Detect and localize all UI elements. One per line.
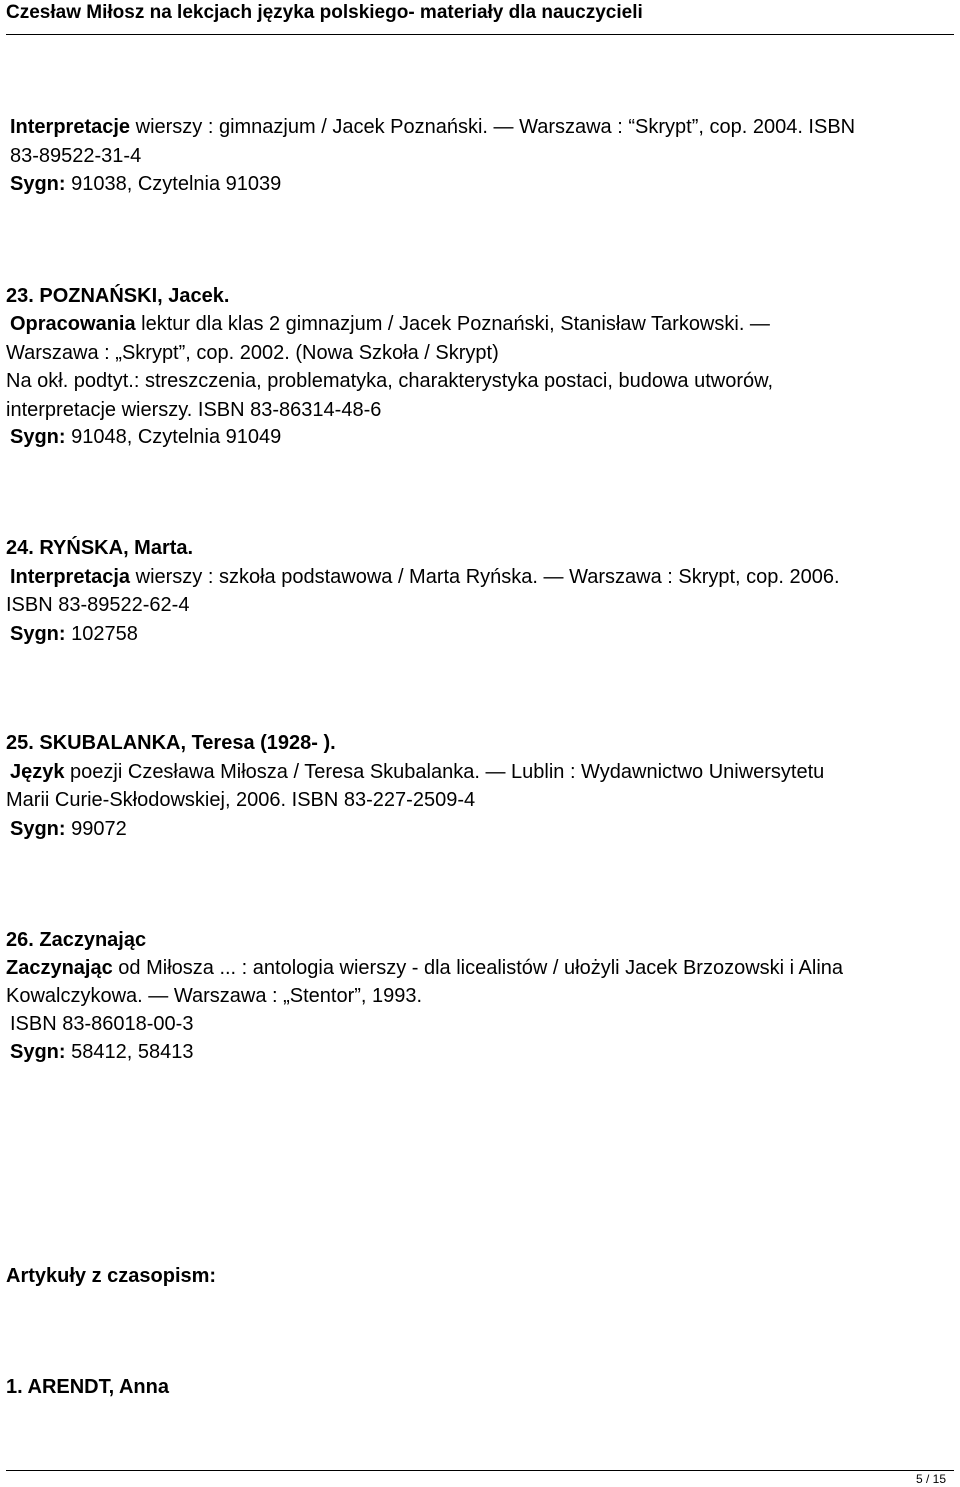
entry-heading: 1. ARENDT, Anna bbox=[6, 1376, 169, 1398]
entry-heading: 25. SKUBALANKA, Teresa (1928- ). bbox=[6, 732, 336, 754]
entry-line bbox=[10, 565, 840, 589]
entry-title-keyword: Zaczynając bbox=[6, 957, 113, 979]
entry-line: Na okł. podtyt.: streszczenia, problematyka, charakterystyka postaci, budowa utworów, bbox=[6, 370, 774, 392]
entry-heading: 23. POZNAŃSKI, Jacek. bbox=[6, 285, 230, 307]
call-number-value: 102758 bbox=[65, 623, 138, 645]
call-number-line bbox=[10, 172, 281, 196]
call-number-line bbox=[10, 817, 127, 841]
entry-text: wierszy : gimnazjum / Jacek Poznański. — Warszawa : “Skrypt”, cop. 2004. ISBN bbox=[130, 116, 856, 138]
page-number: 5 / 15 bbox=[915, 1472, 946, 1486]
entry-heading: 26. Zaczynając bbox=[6, 929, 147, 951]
call-number-value: 99072 bbox=[65, 818, 127, 840]
call-number-value: 91048, Czytelnia 91049 bbox=[65, 426, 282, 448]
call-number-label: Sygn: bbox=[10, 173, 66, 195]
entry-title-keyword: Język bbox=[10, 761, 65, 783]
entry-text: od Miłosza ... : antologia wierszy - dla licealistów / ułożyli Jacek Brzozowski i Alina bbox=[112, 957, 844, 979]
call-number-label: Sygn: bbox=[10, 1041, 66, 1063]
entry-line: ISBN 83-89522-62-4 bbox=[6, 594, 190, 616]
call-number-value: 58412, 58413 bbox=[65, 1041, 194, 1063]
entry-title-keyword: Opracowania bbox=[10, 313, 136, 335]
page-header bbox=[6, 0, 954, 35]
call-number-label: Sygn: bbox=[10, 426, 66, 448]
call-number-line bbox=[10, 425, 281, 449]
section-heading: Artykuły z czasopism: bbox=[6, 1265, 217, 1287]
entry-text: poezji Czesława Miłosza / Teresa Skubalanka. — Lublin : Wydawnictwo Uniwersytetu bbox=[64, 761, 825, 783]
entry-line: interpretacje wierszy. ISBN 83-86314-48-6 bbox=[6, 399, 382, 421]
entry-title-keyword: Interpretacja bbox=[10, 566, 131, 588]
entry-text: wierszy : szkoła podstawowa / Marta Ryńska. — Warszawa : Skrypt, cop. 2006. bbox=[130, 566, 840, 588]
entry-line: ISBN 83-86018-00-3 bbox=[10, 1013, 194, 1035]
entry-text: lektur dla klas 2 gimnazjum / Jacek Poznański, Stanisław Tarkowski. — bbox=[135, 313, 770, 335]
call-number-label: Sygn: bbox=[10, 818, 66, 840]
call-number-value: 91038, Czytelnia 91039 bbox=[65, 173, 282, 195]
entry-line bbox=[10, 760, 824, 784]
entry-line: Marii Curie-Skłodowskiej, 2006. ISBN 83-227-2509-4 bbox=[6, 789, 476, 811]
entry-line bbox=[10, 115, 855, 139]
entry-line bbox=[10, 312, 770, 336]
entry-line: Kowalczykowa. — Warszawa : „Stentor”, 1993. bbox=[6, 985, 423, 1007]
call-number-line bbox=[10, 622, 138, 646]
entry-line bbox=[6, 956, 843, 980]
entry-line: 83-89522-31-4 bbox=[10, 145, 142, 167]
entry-line: Warszawa : „Skrypt”, cop. 2002. (Nowa Szkoła / Skrypt) bbox=[6, 342, 499, 364]
call-number-line bbox=[10, 1040, 193, 1064]
call-number-label: Sygn: bbox=[10, 623, 66, 645]
entry-heading: 24. RYŃSKA, Marta. bbox=[6, 537, 194, 559]
document-title: Czesław Miłosz na lekcjach języka polskiego- materiały dla nauczycieli bbox=[6, 2, 643, 23]
footer-divider bbox=[6, 1470, 954, 1471]
entry-title-keyword: Interpretacje bbox=[10, 116, 131, 138]
